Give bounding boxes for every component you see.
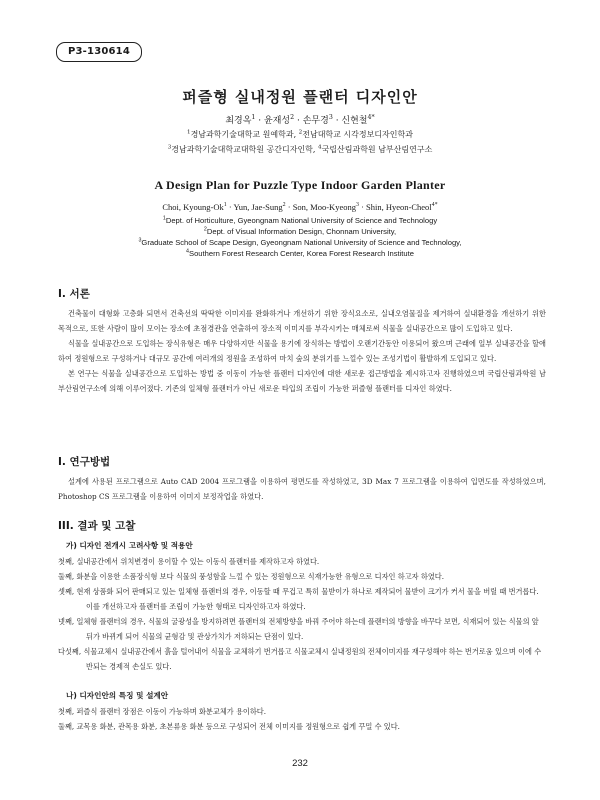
page-number: 232 <box>292 758 308 769</box>
author-en-3: Son, Moo-Kyeong <box>292 202 356 212</box>
korean-authors: 최경옥$^1$ · 윤재성$^2$ · 손무경$^3$ · 신현철$^{4*}$ <box>225 114 375 126</box>
author-ko-4: 신현철 <box>341 116 368 126</box>
author-ko-2: 윤재성 <box>264 116 291 126</box>
english-affiliation-4: $^4$Southern Forest Research Center, Korea Forest Research Institute <box>186 248 414 258</box>
section-intro-body <box>58 306 546 396</box>
author-en-4: Shin, Hyeon-Cheol <box>366 202 432 212</box>
english-affiliation-3: $^3$Graduate School of Scape Design, Gyeongnam National University of Science and Technology, <box>138 237 462 247</box>
paper-id-badge: P3-130614 <box>56 42 142 62</box>
intro-paragraph-3: 본 연구는 식물을 실내공간으로 도입하는 방법 중 이동이 가능한 플랜터 디자인에 대한 새로운 접근방법을 제시하고자 진행하였으며 국립산림과학원 남부산림연구소에 의해 이루어졌다. 기존의 일체형 플랜터가 아닌 새로운 타입의 조립이 가능한 퍼즐형 플랜터를 디자인 하였다. <box>58 369 546 393</box>
list-item: 넷째, 일체형 플랜터의 경우, 식물의 굴광성을 방지하려면 플랜터의 전체방향을 바꿔 주어야 하는데 플랜터의 방향을 바꾸다 보면, 식재되어 있는 식물의 앞 뒤가 바뀌게 되어 식물의 균형감 및 관상가치가 저하되는 단점이 있다. <box>58 617 539 641</box>
section-method-body <box>58 474 546 504</box>
list-item: 셋째, 현재 상품화 되어 판매되고 있는 일체형 플랜터의 경우, 이동할 때 무겁고 특히 물받이가 하나로 제작되어 물받이 크기가 커서 물을 버릴 때 번거롭다. 이를 개선하고자 플랜터를 조립이 가능한 형태로 디자인하고자 하였다. <box>58 587 539 611</box>
list-item: 다섯째, 식물교체시 실내공간에서 흙을 털어내어 식물을 교체하기 번거롭고 식물교체시 실내정원의 전체이미지를 재구성해야 하는 번거로움 있으며 이에 수반되는 경제적 손실도 있다. <box>58 647 542 671</box>
korean-affiliation-line-2: $^3$경남과학기술대학교대학원 공간디자인학, $^4$국립산림과학원 남부산림연구소 <box>167 144 433 154</box>
intro-paragraph-2: 식물을 실내공간으로 도입하는 장식유형은 매우 다양하지만 식물을 용기에 장식하는 방법이 오랜기간동안 이용되어 왔으며 근래에 일부 실내공간을 할애하여 정원형으로 구성하거나 대규모 공간에 여러개의 정원을 조성하여 마치 숲의 분위기를 느낄수 있는 조성기법이 활발하게 도입되고 있다. <box>58 339 546 363</box>
results-sub2-list <box>58 704 546 734</box>
results-sub1-heading: 가) 디자인 전개시 고려사항 및 적용안 <box>66 541 193 550</box>
english-affiliation-1: $^1$Dept. of Horticulture, Gyeongnam National University of Science and Technology <box>162 215 438 225</box>
author-en-2: Yun, Jae-Sung <box>233 202 283 212</box>
english-affiliation-2: $^2$Dept. of Visual Information Design, Chonnam University, <box>203 226 397 236</box>
method-paragraph-1: 설계에 사용된 프로그램으로 Auto CAD 2004 프로그램을 이용하여 평면도를 작성하였고, 3D Max 7 프로그램을 이용하여 입면도를 작성하였으며, Photoshop CS 프로그램을 이용하여 이미지 보정작업을 하였다. <box>58 477 546 501</box>
author-en-1: Choi, Kyoung-Ok <box>162 202 224 212</box>
results-sub2-heading: 나) 디자인안의 특징 및 설계안 <box>66 691 169 700</box>
section-results-heading: III. 결과 및 고찰 <box>58 520 136 532</box>
section-intro-heading: I. 서론 <box>58 288 90 300</box>
list-item: 첫째, 실내공간에서 위치변경이 용이할 수 있는 이동식 플랜터를 제작하고자 하였다. <box>58 557 320 566</box>
author-ko-3: 손무경 <box>302 116 329 126</box>
intro-paragraph-1: 건축물이 대형화 고층화 되면서 건축선의 딱딱한 이미지를 완화하거나 개선하기 위한 장식요소로, 실내오염물질을 제거하여 실내환경을 개선하기 위한 목적으로, 또한 사람이 많이 모이는 장소에 초점경관을 연출하여 장소적 이미지를 부각시키는 매체로써 식물을 실내공간으로 많이 도입하고 있다. <box>58 309 546 333</box>
english-title: A Design Plan for Puzzle Type Indoor Garden Planter <box>154 178 446 192</box>
results-sub1-list <box>58 554 546 674</box>
section-method-heading: I. 연구방법 <box>58 456 111 468</box>
list-item: 둘째, 화분을 이용한 소품장식형 보다 식물의 풍성함을 느낄 수 있는 정원형으로 식재가능한 유형으로 디자인 하고자 하였다. <box>58 572 445 581</box>
author-ko-1: 최경옥 <box>225 116 252 126</box>
list-item: 둘째, 교목용 화분, 관목용 화분, 초본류용 화분 등으로 구성되어 전체 이미지를 정원형으로 쉽게 꾸밀 수 있다. <box>58 722 400 731</box>
english-authors: Choi, Kyoung-$Ok^1$ · Yun, Jae-Sung$^2$ · Son, Moo-Kyeong$^3$ · Shin, Hyeon-Cheol$^{4*}$ <box>162 202 438 212</box>
list-item: 첫째, 퍼즐식 플랜터 장점은 이동이 가능하며 화분교체가 용이하다. <box>58 707 267 716</box>
korean-title: 퍼즐형 실내정원 플랜터 디자인안 <box>182 88 418 106</box>
korean-affiliation-line-1: $^1$경남과학기술대학교 원예학과, $^2$전남대학교 시각정보디자인학과 <box>187 129 413 139</box>
